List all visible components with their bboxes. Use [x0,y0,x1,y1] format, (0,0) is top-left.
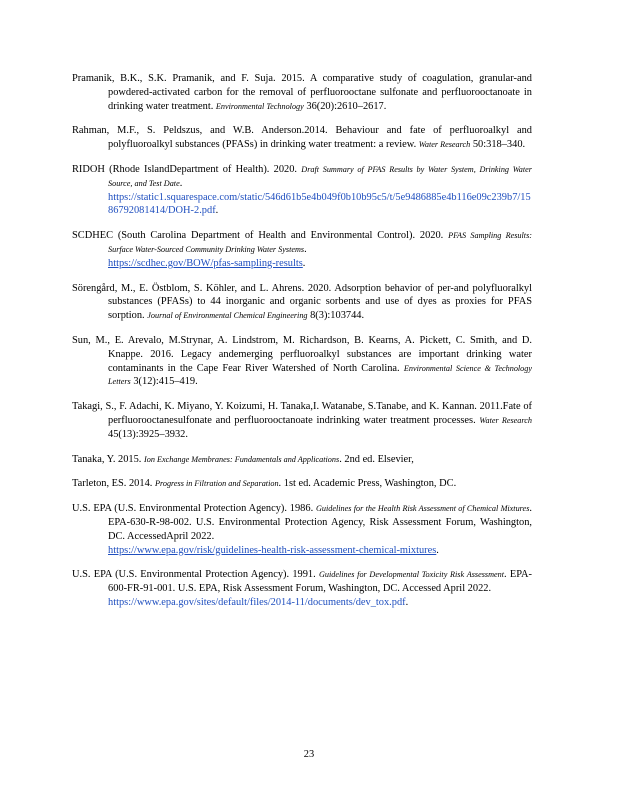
reference-link[interactable]: https://scdhec.gov/BOW/pfas-sampling-results [108,257,303,269]
reference-source-title: Water Research [479,415,532,425]
reference-link-tail: . [302,257,306,269]
reference-details: . 2nd ed. Elsevier, [339,453,414,465]
reference-link-line [108,596,532,610]
reference-source-title: Ion Exchange Membranes: Fundamentals and Applications [144,454,340,464]
reference-details: . 1st ed. Academic Press, Washington, DC. [278,478,457,490]
reference-entry [72,163,532,218]
reference-entry [72,72,532,113]
reference-source-title: Environmental Technology [215,101,304,111]
reference-source-title: Draft Summary of PFAS Results by Water System, Drinking Water Source, and Test Date [108,164,532,188]
reference-entry [72,334,532,389]
reference-source-title: Progress in Filtration and Separation [154,479,279,489]
reference-details: 3(12):415–419. [130,376,198,388]
reference-entry [72,568,532,609]
reference-entry [72,124,532,152]
reference-details: . EPA-630-R-98-002. U.S. Environmental Protection Agency, Risk Assessment Forum, Washington, DC. AccessedApril 2022. [108,503,532,542]
page-number: 23 [303,749,315,760]
reference-details: 8(3):103744. [307,310,365,322]
reference-link[interactable]: https://static1.squarespace.com/static/546d61b5e4b049f0b10b95c5/t/5e9486885e4b116e09c239b7/1586792081414/DOH-2.pdf [108,191,531,217]
reference-entry [72,400,532,441]
reference-source-title: PFAS Sampling Results: Surface Water-Sourced Community Drinking Water Systems [108,231,532,254]
reference-link-tail: . [405,596,409,608]
reference-details: . [179,177,183,189]
reference-source-title: Guidelines for the Health Risk Assessment of Chemical Mixtures [316,504,530,514]
reference-text: Rahman, M.F., S. Peldszus, and W.B. Anderson.2014. Behaviour and fate of perfluoroalkyl and polyfluoroalkyl substances (PFASs) in drinking water treatment: a review. [72,125,532,151]
reference-link[interactable]: https://www.epa.gov/sites/default/files/2014-11/documents/dev_tox.pdf [108,596,406,608]
reference-details: . [304,243,307,255]
reference-text: Sun, M., E. Arevalo, M.Strynar, A. Lindstrom, M. Richardson, B. Kearns, A. Pickett, C. Smith, and D. Knappe. 2016. Legacy andemerging perfluoroalkyl substances are important drinking water contaminants in the Cape Fear River Watershed of North Carolina. [72,334,532,374]
reference-link[interactable]: https://www.epa.gov/risk/guidelines-health-risk-assessment-chemical-mixtures [108,544,437,556]
reference-details: 45(13):3925–3932. [108,428,188,440]
reference-text: SCDHEC (South Carolina Department of Health and Environmental Control). 2020. [72,230,449,242]
reference-text: Tarleton, ES. 2014. [72,478,155,490]
reference-entry [72,502,532,557]
reference-details: 36(20):2610–2617. [303,100,387,112]
reference-entry [72,453,532,467]
reference-source-title: Environmental Science & Technology Letters [108,363,533,387]
reference-entry [72,477,532,491]
reference-list [72,72,532,621]
reference-source-title: Water Research [418,140,471,150]
reference-link-tail: . [215,205,219,217]
reference-entry [72,282,532,323]
reference-text: Tanaka, Y. 2015. [72,453,144,465]
reference-link-line [108,191,532,219]
reference-text: U.S. EPA (U.S. Environmental Protection Agency). 1986. [72,503,316,515]
reference-entry [72,229,532,270]
reference-details: . EPA-600-FR-91-001. U.S. EPA, Risk Assessment Forum, Washington, DC. Accessed April 2022. [108,569,532,595]
reference-details: 50:318–340. [470,139,526,151]
reference-text: Takagi, S., F. Adachi, K. Miyano, Y. Koizumi, H. Tanaka,I. Watanabe, S.Tanabe, and K. Kannan. 2011.Fate of perfluorooctanesulfonate and perfluorooctanoate indrinking water treatment processes. [72,401,532,426]
reference-text: U.S. EPA (U.S. Environmental Protection Agency). 1991. [72,569,319,581]
reference-text: Pramanik, B.K., S.K. Pramanik, and F. Suja. 2015. A comparative study of coagulation, granular-and powdered-activated carbon for the removal of perfluorooctane sulfonate and perfluorooctanoate in drinking water treatment. [72,73,532,112]
reference-link-line [108,257,532,271]
reference-link-line [108,544,532,558]
reference-link-tail: . [436,544,439,556]
reference-source-title: Journal of Environmental Chemical Engineering [147,311,308,321]
reference-source-title: Guidelines for Developmental Toxicity Risk Assessment [318,570,504,580]
reference-text: RIDOH (Rhode IslandDepartment of Health). 2020. [72,163,302,175]
reference-text: Sörengård, M., E. Östblom, S. Köhler, and L. Ahrens. 2020. Adsorption behavior of per-and polyfluoralkyl substances (PFASs) to 44 inorganic and organic sorbents and use of dyes as proxies for PFAS sorption. [72,282,532,322]
